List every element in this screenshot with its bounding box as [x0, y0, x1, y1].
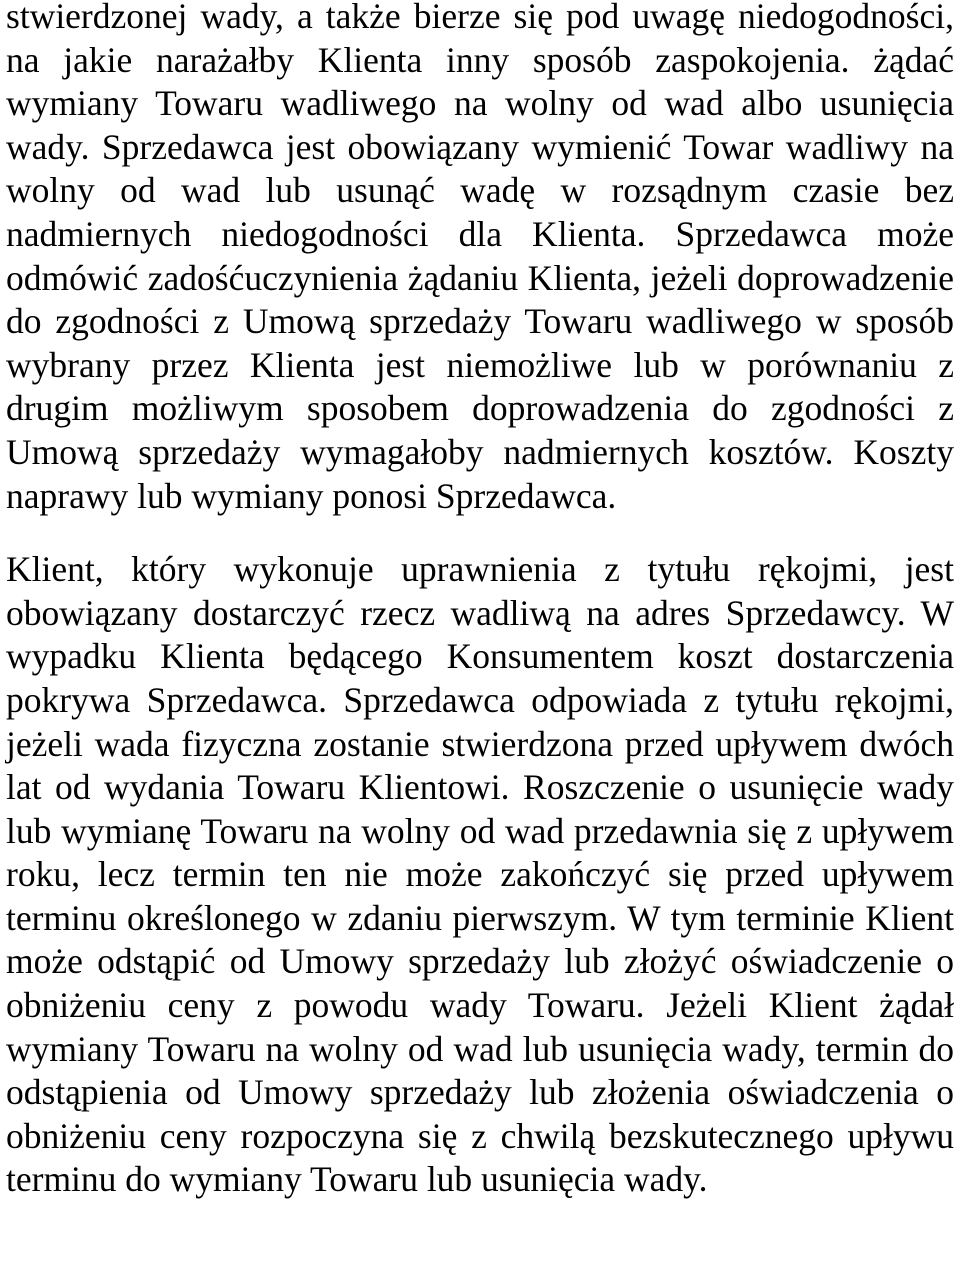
paragraph-warranty-remedies: stwierdzonej wady, a także bierze się pod uwagę niedogodności, na jakie narażałby Klienta inny sposób zaspokojenia. żądać wymiany Towaru wadliwego na wolny od wad albo usunięcia wady. Sprzedawca jest obowiązany wymienić Towar wadliwy na wolny od wad lub usunąć wadę w rozsądnym czasie bez nadmiernych niedogodności dla Klienta. Sprzedawca może odmówić zadośćuczynienia żądaniu Klienta, jeżeli doprowadzenie do zgodności z Umową sprzedaży Towaru wadliwego w sposób wybrany przez Klienta jest niemożliwe lub w porównaniu z drugim możliwym sposobem doprowadzenia do zgodności z Umową sprzedaży wymagałoby nadmiernych kosztów. Koszty naprawy lub wymiany ponosi Sprzedawca.: [6, 0, 954, 516]
paragraph-warranty-claims: Klient, który wykonuje uprawnienia z tytułu rękojmi, jest obowiązany dostarczyć rzecz wadliwą na adres Sprzedawcy. W wypadku Klienta będącego Konsumentem koszt dostarczenia pokrywa Sprzedawca. Sprzedawca odpowiada z tytułu rękojmi, jeżeli wada fizyczna zostanie stwierdzona przed upływem dwóch lat od wydania Towaru Klientowi. Roszczenie o usunięcie wady lub wymianę Towaru na wolny od wad przedawnia się z upływem roku, lecz termin ten nie może zakończyć się przed upływem terminu określonego w zdaniu pierwszym. W tym terminie Klient może odstąpić od Umowy sprzedaży lub złożyć oświadczenie o obniżeniu ceny z powodu wady Towaru. Jeżeli Klient żądał wymiany Towaru na wolny od wad lub usunięcia wady, termin do odstąpienia od Umowy sprzedaży lub złożenia oświadczenia o obniżeniu ceny rozpoczyna się z chwilą bezskutecznego upływu terminu do wymiany Towaru lub usunięcia wady.: [6, 549, 954, 1200]
